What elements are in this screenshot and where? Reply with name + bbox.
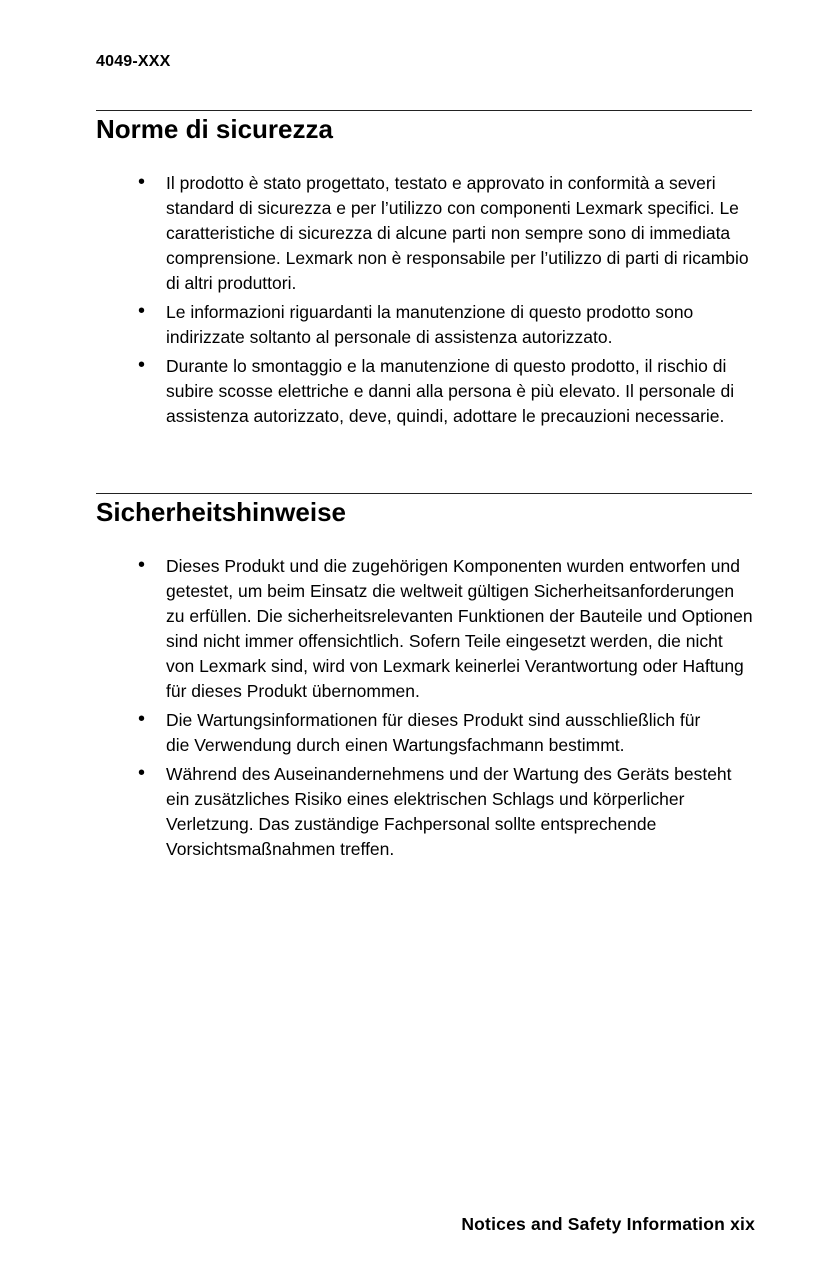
page-footer: Notices and Safety Information xix: [461, 1214, 755, 1234]
bullet-icon: •: [138, 300, 146, 322]
list-item-text: Il prodotto è stato progettato, testato e approvato in conformità a severi standard di sicurezza e per l’utilizzo con componenti Lexmark specifici. Le caratteristiche di sicurezza di alcune parti non sempre sono di immediata comprensione. Lexmark non è responsabile per l’utilizzo di parti di ricambio di altri produttori.: [166, 173, 749, 293]
list-item-text: Durante lo smontaggio e la manutenzione di questo prodotto, il rischio di subire scosse elettriche e danni alla persona è più elevato. Il personale di assistenza autorizzato, deve, quindi, adottare le precauzioni necessarie.: [166, 356, 735, 426]
list-item: [96, 554, 754, 704]
bullet-list: [96, 171, 752, 429]
section-sicherheitshinweise: [96, 493, 752, 866]
document-code: 4049-XXX: [96, 53, 171, 70]
bullet-icon: •: [138, 354, 146, 376]
section-norme-di-sicurezza: [96, 110, 752, 433]
list-item-text: Die Wartungsinformationen für dieses Produkt sind ausschließlich für die Verwendung durch einen Wartungsfachmann bestimmt.: [166, 710, 701, 755]
bullet-icon: •: [138, 171, 146, 193]
section-title: Sicherheitshinweise: [96, 497, 346, 527]
bullet-icon: •: [138, 554, 146, 576]
list-item: [96, 354, 754, 429]
section-title: Norme di sicurezza: [96, 114, 333, 144]
list-item-text: Während des Auseinandernehmens und der Wartung des Geräts besteht ein zusätzliches Risiko eines elektrischen Schlags und körperlicher Verletzung. Das zuständige Fachpersonal sollte entsprechende Vorsichtsmaßnahmen treffen.: [166, 764, 732, 859]
bullet-icon: •: [138, 762, 146, 784]
list-item: [96, 300, 754, 350]
list-item: [96, 171, 754, 296]
bullet-list: [96, 554, 752, 862]
bullet-icon: •: [138, 708, 146, 730]
list-item: [96, 762, 754, 862]
list-item: [96, 708, 706, 758]
list-item-text: Le informazioni riguardanti la manutenzione di questo prodotto sono indirizzate soltanto al personale di assistenza autorizzato.: [166, 302, 694, 347]
list-item-text: Dieses Produkt und die zugehörigen Komponenten wurden entworfen und getestet, um beim Einsatz die weltweit gültigen Sicherheitsanforderungen zu erfüllen. Die sicherheitsrelevanten Funktionen der Bauteile und Optionen sind nicht immer offensichtlich. Sofern Teile eingesetzt werden, die nicht von Lexmark sind, wird von Lexmark keinerlei Verantwortung oder Haftung für dieses Produkt übernommen.: [166, 556, 753, 701]
